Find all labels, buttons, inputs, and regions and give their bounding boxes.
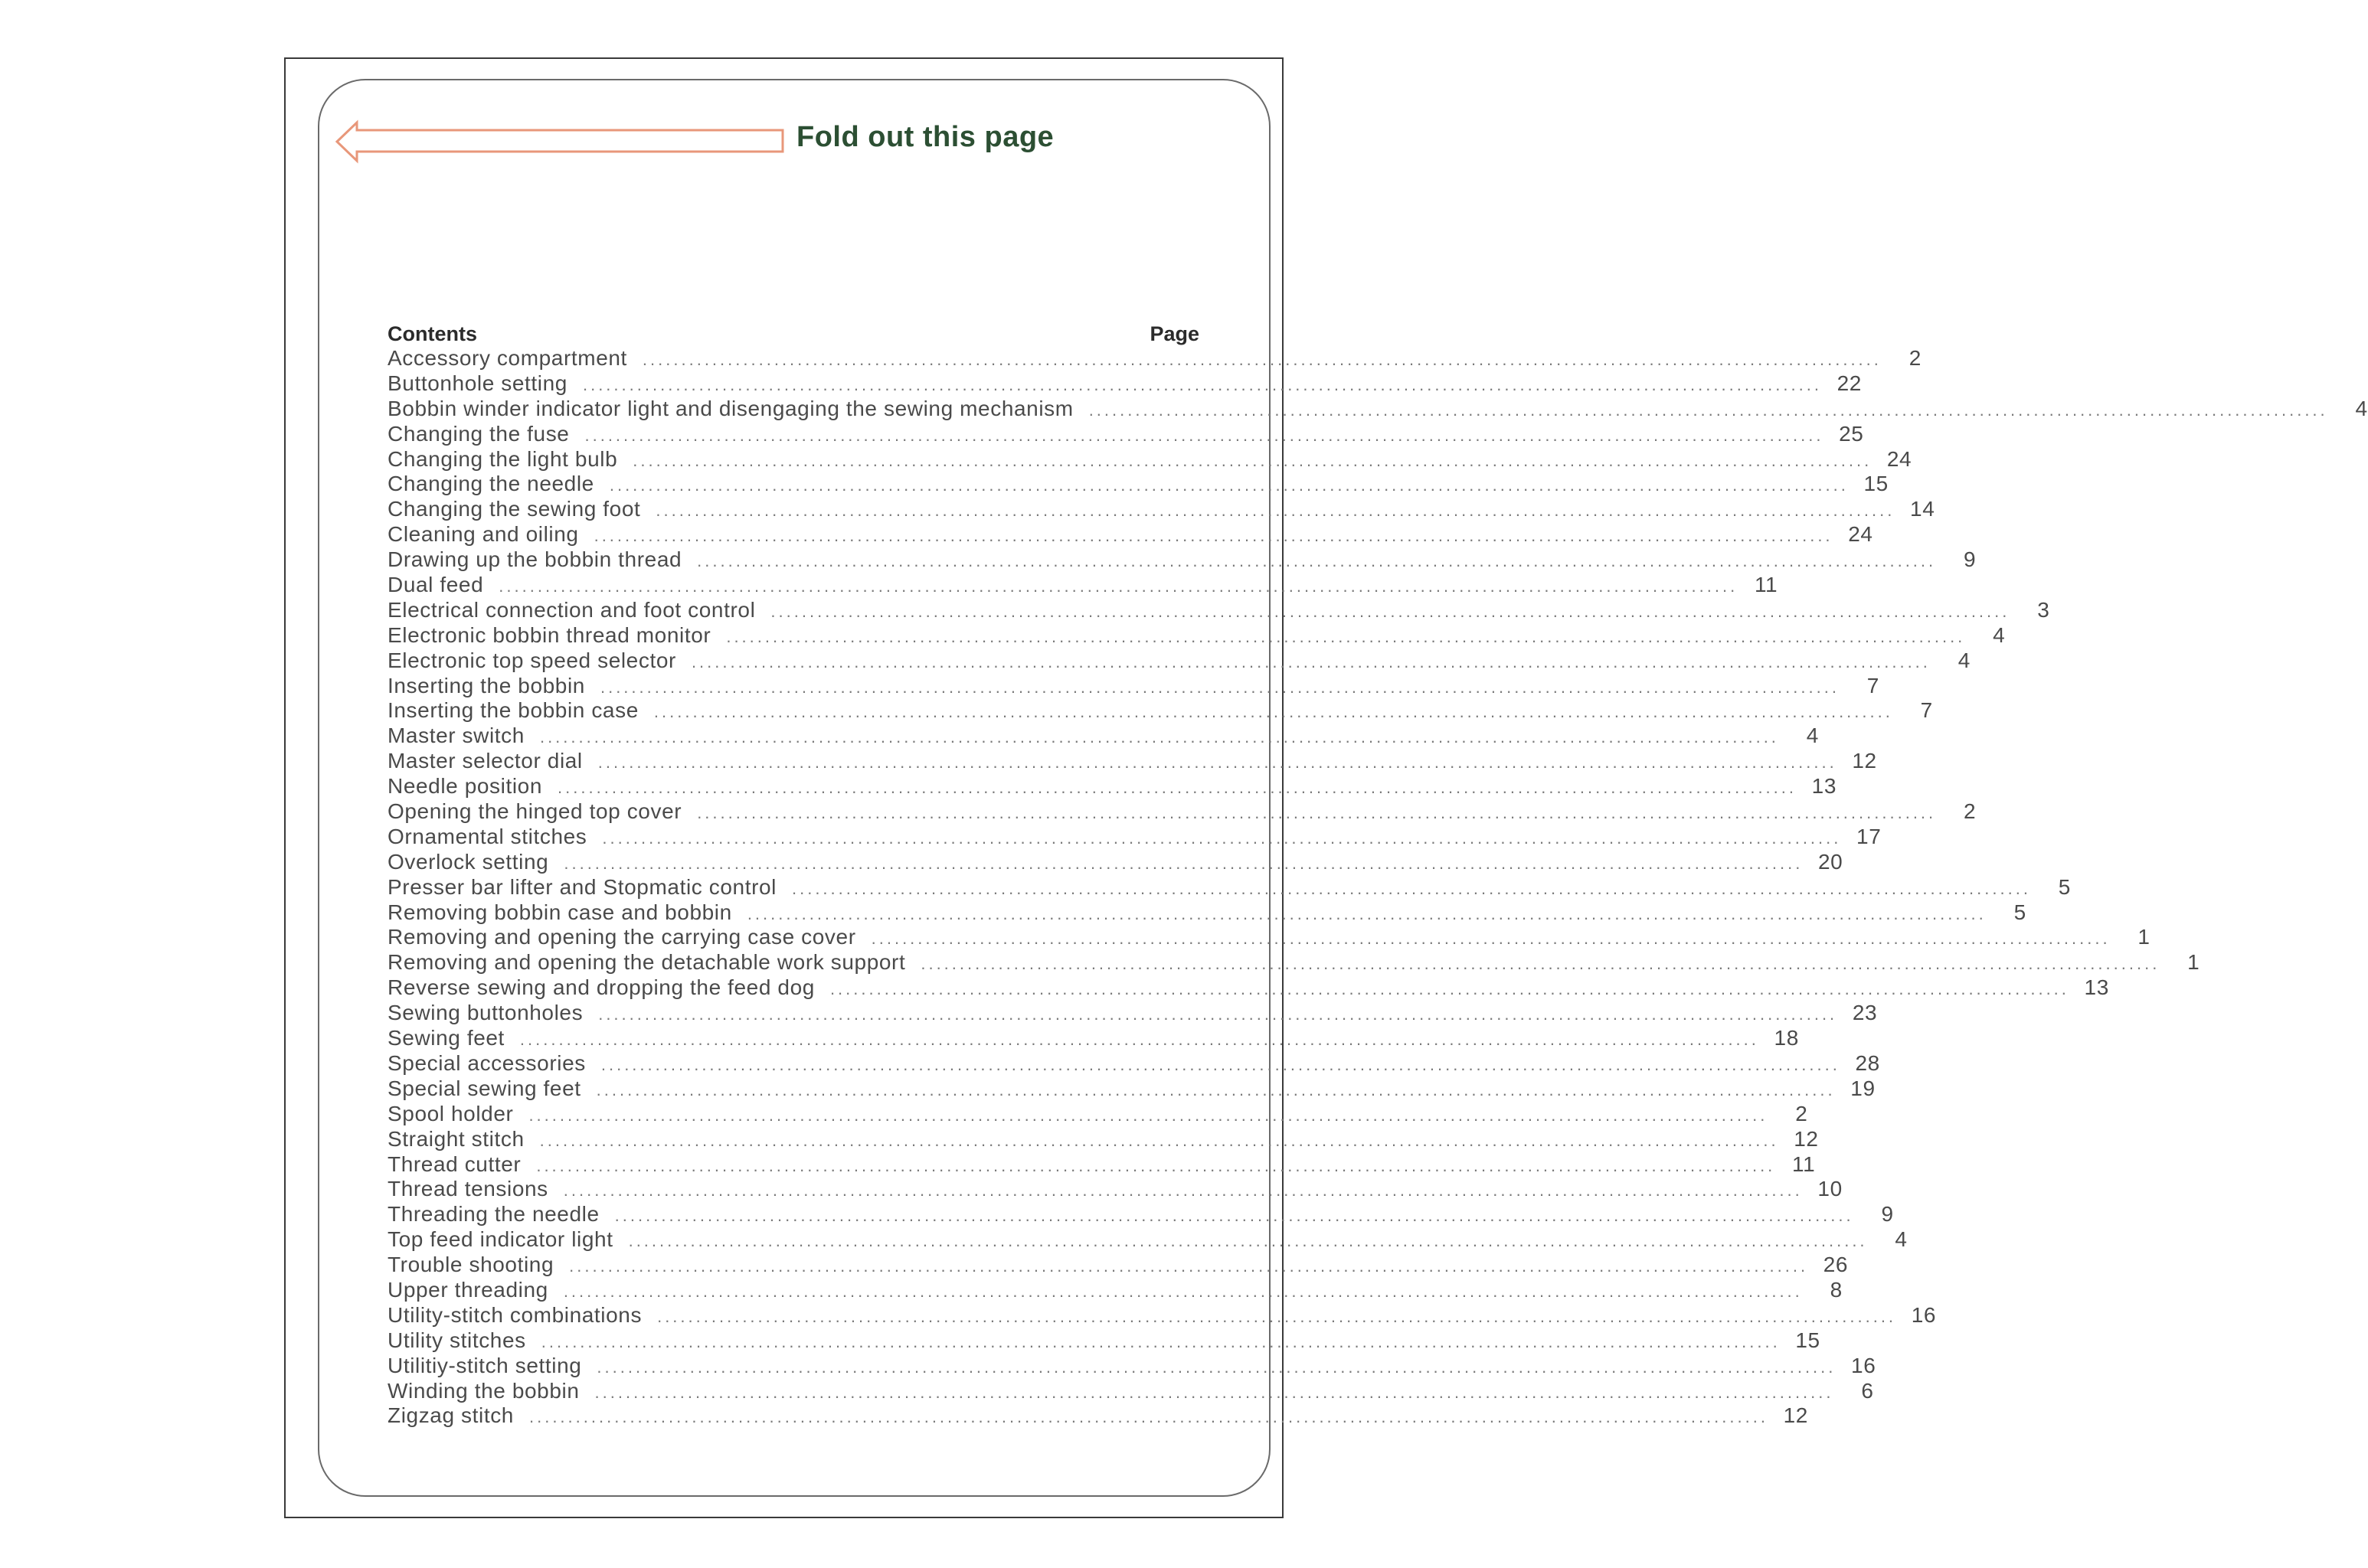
toc-leader-dots: ................................................................................................................................................................ bbox=[628, 1231, 1868, 1251]
toc-entry-title: Needle position bbox=[388, 774, 543, 799]
toc-entry-page: 11 bbox=[1792, 1152, 1816, 1176]
toc-entry-page: 18 bbox=[1774, 1026, 1799, 1050]
toc-leader-dots: ................................................................................................................................................................ bbox=[528, 1407, 1768, 1427]
toc-entry-page: 3 bbox=[2037, 597, 2050, 622]
toc-entry-title: Electronic bobbin thread monitor bbox=[388, 622, 711, 647]
toc-entry-page: 7 bbox=[1866, 673, 1879, 697]
toc-entry bbox=[388, 975, 2109, 1001]
table-of-contents bbox=[388, 320, 2368, 1429]
toc-entry-title: Upper threading bbox=[388, 1277, 548, 1302]
toc-entry bbox=[388, 1152, 1816, 1178]
toc-leader-dots: ................................................................................................................................................................ bbox=[697, 551, 1937, 571]
toc-leader-dots: ................................................................................................................................................................ bbox=[569, 1256, 1809, 1276]
toc-entry bbox=[388, 1050, 1880, 1076]
toc-leader-dots: ................................................................................................................................................................ bbox=[600, 677, 1840, 697]
toc-entry bbox=[388, 421, 1864, 447]
toc-entry bbox=[388, 950, 2200, 975]
toc-entry bbox=[388, 1177, 1843, 1202]
fold-out-heading: Fold out this page bbox=[796, 121, 1055, 153]
toc-entry-page: 17 bbox=[1856, 824, 1882, 848]
toc-leader-dots: ................................................................................................................................................................ bbox=[558, 778, 1797, 798]
toc-entry-page: 4 bbox=[1958, 648, 1971, 672]
toc-entry-page: 16 bbox=[1911, 1302, 1937, 1327]
toc-list bbox=[388, 346, 2368, 1429]
toc-entry-title: Sewing buttonholes bbox=[388, 1001, 584, 1025]
toc-entry-title: Winding the bobbin bbox=[388, 1378, 580, 1403]
contents-heading: Contents bbox=[388, 322, 477, 345]
toc-leader-dots: ................................................................................................................................................................ bbox=[539, 727, 1779, 747]
toc-leader-dots: ................................................................................................................................................................ bbox=[791, 878, 2031, 898]
toc-entry-title: Buttonhole setting bbox=[388, 371, 567, 395]
toc-entry-page: 11 bbox=[1754, 573, 1778, 597]
toc-entry-title: Zigzag stitch bbox=[388, 1403, 514, 1428]
toc-entry-title: Overlock setting bbox=[388, 849, 549, 874]
toc-entry-title: Changing the fuse bbox=[388, 421, 570, 446]
toc-entry-title: Sewing feet bbox=[388, 1026, 505, 1050]
toc-leader-dots: ................................................................................................................................................................ bbox=[653, 702, 1893, 722]
toc-leader-dots: ................................................................................................................................................................ bbox=[1088, 400, 2328, 420]
toc-entry bbox=[388, 874, 2071, 900]
toc-entry-title: Trouble shooting bbox=[388, 1253, 554, 1277]
toc-entry-page: 4 bbox=[2355, 396, 2368, 420]
toc-entry-title: Changing the needle bbox=[388, 472, 594, 496]
toc-entry-title: Utility stitches bbox=[388, 1328, 526, 1352]
toc-entry bbox=[388, 1227, 1908, 1253]
toc-leader-dots: ................................................................................................................................................................ bbox=[582, 374, 1822, 394]
toc-entry bbox=[388, 648, 1971, 674]
toc-entry bbox=[388, 547, 1977, 573]
toc-entry-title: Master selector dial bbox=[388, 749, 583, 773]
toc-entry-title: Accessory compartment bbox=[388, 346, 627, 370]
toc-entry bbox=[388, 1253, 1849, 1278]
toc-entry-title: Removing and opening the detachable work support bbox=[388, 950, 906, 975]
toc-leader-dots: ................................................................................................................................................................ bbox=[633, 450, 1872, 470]
toc-entry-title: Spool holder bbox=[388, 1101, 514, 1125]
toc-entry bbox=[388, 1026, 1799, 1051]
toc-entry bbox=[388, 622, 2006, 648]
toc-entry-title: Opening the hinged top cover bbox=[388, 799, 682, 824]
toc-leader-dots: ................................................................................................................................................................ bbox=[563, 1181, 1803, 1200]
toc-entry-page: 6 bbox=[1861, 1378, 1874, 1403]
toc-entry-title: Electrical connection and foot control bbox=[388, 597, 756, 622]
toc-leader-dots: ................................................................................................................................................................ bbox=[598, 1004, 1838, 1024]
toc-entry-page: 22 bbox=[1837, 371, 1862, 395]
toc-entry-page: 15 bbox=[1795, 1328, 1820, 1352]
toc-entry-page: 12 bbox=[1794, 1126, 1819, 1151]
toc-entry-title: Ornamental stitches bbox=[388, 824, 587, 848]
toc-leader-dots: ................................................................................................................................................................ bbox=[499, 577, 1738, 596]
toc-leader-dots: ................................................................................................................................................................ bbox=[539, 1130, 1779, 1150]
toc-entry-page: 1 bbox=[2137, 925, 2150, 949]
toc-entry bbox=[388, 1328, 1820, 1354]
toc-leader-dots: ................................................................................................................................................................ bbox=[541, 1331, 1781, 1351]
toc-entry bbox=[388, 1101, 1808, 1127]
toc-leader-dots: ................................................................................................................................................................ bbox=[597, 753, 1837, 773]
toc-entry-title: Inserting the bobbin case bbox=[388, 698, 639, 723]
toc-entry-page: 10 bbox=[1817, 1177, 1843, 1201]
toc-entry bbox=[388, 1378, 1874, 1404]
toc-leader-dots: ................................................................................................................................................................ bbox=[829, 979, 2069, 999]
toc-entry-page: 4 bbox=[1993, 622, 2006, 647]
toc-entry-page: 14 bbox=[1910, 497, 1935, 521]
toc-entry-title: Changing the sewing foot bbox=[388, 497, 641, 521]
toc-entry-page: 13 bbox=[2084, 975, 2109, 1000]
toc-entry bbox=[388, 1001, 1878, 1026]
toc-entry-title: Thread tensions bbox=[388, 1177, 548, 1201]
toc-leader-dots: ................................................................................................................................................................ bbox=[564, 853, 1804, 873]
toc-entry-page: 12 bbox=[1783, 1403, 1808, 1428]
toc-leader-dots: ................................................................................................................................................................ bbox=[871, 929, 2111, 949]
toc-entry-page: 26 bbox=[1823, 1253, 1849, 1277]
toc-entry-page: 16 bbox=[1851, 1353, 1876, 1377]
toc-entry-page: 4 bbox=[1895, 1227, 1908, 1252]
toc-leader-dots: ................................................................................................................................................................ bbox=[602, 828, 1842, 848]
toc-entry-title: Special accessories bbox=[388, 1050, 586, 1075]
toc-leader-dots: ................................................................................................................................................................ bbox=[594, 1382, 1834, 1402]
toc-entry bbox=[388, 824, 1882, 850]
toc-entry bbox=[388, 1403, 1808, 1429]
toc-entry bbox=[388, 1202, 1894, 1227]
toc-entry-title: Thread cutter bbox=[388, 1152, 522, 1176]
toc-entry-page: 2 bbox=[1963, 799, 1977, 824]
toc-entry-page: 13 bbox=[1811, 774, 1837, 799]
toc-entry-page: 15 bbox=[1863, 472, 1889, 496]
toc-entry-page: 9 bbox=[1963, 547, 1977, 572]
toc-leader-dots: ................................................................................................................................................................ bbox=[747, 903, 1987, 923]
toc-entry-title: Top feed indicator light bbox=[388, 1227, 613, 1252]
toc-entry bbox=[388, 597, 2050, 623]
toc-leader-dots: ................................................................................................................................................................ bbox=[528, 1105, 1768, 1125]
toc-entry-page: 24 bbox=[1886, 446, 1912, 471]
toc-entry-page: 5 bbox=[2058, 874, 2071, 899]
toc-entry bbox=[388, 673, 1879, 699]
toc-entry-page: 24 bbox=[1848, 522, 1873, 547]
toc-entry bbox=[388, 346, 1922, 371]
toc-entry-title: Cleaning and oiling bbox=[388, 522, 579, 547]
toc-entry bbox=[388, 573, 1778, 598]
toc-leader-dots: ................................................................................................................................................................ bbox=[519, 1030, 1759, 1050]
toc-entry-title: Changing the light bulb bbox=[388, 446, 618, 471]
toc-entry bbox=[388, 446, 1912, 472]
toc-entry-title: Utilitiy-stitch setting bbox=[388, 1353, 582, 1377]
toc-entry-title: Inserting the bobbin bbox=[388, 673, 585, 697]
toc-entry-page: 19 bbox=[1850, 1076, 1876, 1100]
toc-leader-dots: ................................................................................................................................................................ bbox=[584, 425, 1824, 445]
toc-entry bbox=[388, 371, 1862, 397]
toc-entry-title: Straight stitch bbox=[388, 1126, 525, 1151]
toc-entry-title: Master switch bbox=[388, 724, 525, 748]
toc-leader-dots: ................................................................................................................................................................ bbox=[597, 1357, 1837, 1377]
toc-entry-title: Utility-stitch combinations bbox=[388, 1302, 643, 1327]
toc-entry bbox=[388, 724, 1819, 749]
toc-entry bbox=[388, 774, 1837, 799]
toc-entry bbox=[388, 925, 2150, 950]
toc-header bbox=[388, 320, 1199, 346]
toc-entry-title: Special sewing feet bbox=[388, 1076, 581, 1100]
toc-entry-title: Dual feed bbox=[388, 573, 484, 597]
toc-entry bbox=[388, 900, 2026, 926]
toc-entry-title: Reverse sewing and dropping the feed dog bbox=[388, 975, 815, 1000]
toc-leader-dots: ................................................................................................................................................................ bbox=[726, 626, 1966, 646]
toc-leader-dots: ................................................................................................................................................................ bbox=[657, 1306, 1897, 1326]
toc-entry bbox=[388, 749, 1877, 774]
toc-entry-page: 4 bbox=[1806, 724, 1819, 748]
toc-entry-title: Drawing up the bobbin thread bbox=[388, 547, 682, 572]
toc-entry bbox=[388, 497, 1935, 522]
toc-leader-dots: ................................................................................................................................................................ bbox=[596, 1080, 1836, 1099]
toc-entry-title: Threading the needle bbox=[388, 1202, 600, 1227]
fold-arrow-icon bbox=[334, 119, 786, 164]
toc-entry bbox=[388, 799, 1977, 825]
toc-entry bbox=[388, 1353, 1876, 1379]
toc-leader-dots: ................................................................................................................................................................ bbox=[642, 350, 1882, 369]
toc-entry-title: Electronic top speed selector bbox=[388, 648, 676, 672]
toc-entry-page: 8 bbox=[1830, 1277, 1843, 1302]
toc-entry-title: Bobbin winder indicator light and disengaging the sewing mechanism bbox=[388, 396, 1074, 420]
toc-leader-dots: ................................................................................................................................................................ bbox=[691, 652, 1931, 671]
toc-entry bbox=[388, 1302, 1937, 1328]
toc-entry-page: 9 bbox=[1881, 1202, 1894, 1227]
toc-leader-dots: ................................................................................................................................................................ bbox=[770, 601, 2010, 621]
toc-leader-dots: ................................................................................................................................................................ bbox=[656, 501, 1895, 521]
toc-entry-title: Presser bar lifter and Stopmatic control bbox=[388, 874, 777, 899]
toc-leader-dots: ................................................................................................................................................................ bbox=[921, 954, 2160, 974]
toc-entry-page: 25 bbox=[1839, 421, 1864, 446]
toc-entry bbox=[388, 396, 2368, 422]
toc-entry-page: 20 bbox=[1817, 849, 1843, 874]
toc-entry bbox=[388, 849, 1843, 875]
toc-entry bbox=[388, 522, 1873, 547]
toc-leader-dots: ................................................................................................................................................................ bbox=[600, 1054, 1840, 1074]
toc-entry bbox=[388, 472, 1889, 497]
toc-entry-title: Removing and opening the carrying case cover bbox=[388, 925, 856, 949]
toc-leader-dots: ................................................................................................................................................................ bbox=[563, 1281, 1803, 1301]
toc-leader-dots: ................................................................................................................................................................ bbox=[609, 475, 1849, 495]
toc-leader-dots: ................................................................................................................................................................ bbox=[594, 526, 1833, 546]
toc-entry bbox=[388, 1277, 1843, 1303]
toc-entry-page: 2 bbox=[1795, 1101, 1808, 1125]
toc-leader-dots: ................................................................................................................................................................ bbox=[536, 1155, 1776, 1175]
toc-entry-page: 7 bbox=[1920, 698, 1933, 723]
toc-entry-page: 5 bbox=[2013, 900, 2026, 924]
toc-entry bbox=[388, 1076, 1876, 1102]
toc-entry-page: 12 bbox=[1852, 749, 1877, 773]
toc-entry-title: Removing bobbin case and bobbin bbox=[388, 900, 732, 924]
toc-entry bbox=[388, 1126, 1819, 1152]
toc-entry-page: 28 bbox=[1855, 1050, 1880, 1075]
page-column-heading: Page bbox=[1150, 322, 1199, 345]
toc-leader-dots: ................................................................................................................................................................ bbox=[697, 803, 1937, 823]
toc-entry-page: 1 bbox=[2187, 950, 2200, 975]
toc-leader-dots: ................................................................................................................................................................ bbox=[614, 1206, 1854, 1226]
toc-entry-page: 2 bbox=[1908, 346, 1922, 370]
toc-entry bbox=[388, 698, 1933, 724]
toc-entry-page: 23 bbox=[1852, 1001, 1878, 1025]
